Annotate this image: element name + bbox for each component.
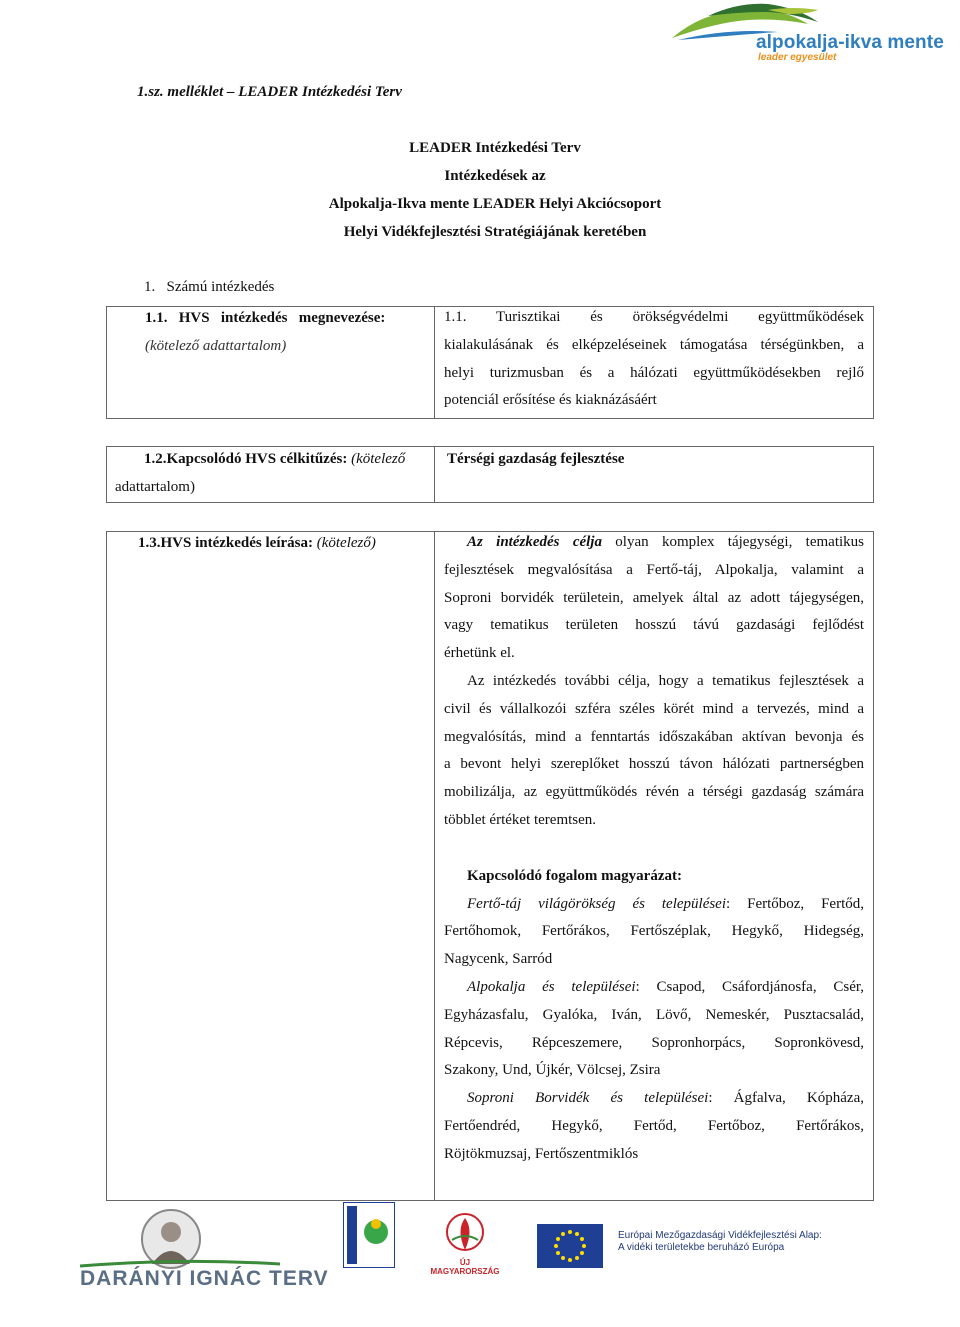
mandatory-note: (kötelező): [316, 535, 376, 551]
objective-label-cell: [107, 447, 435, 503]
further-line: Az intézkedés további célja, hogy a tematikus fejlesztések a: [467, 672, 864, 689]
daranyi-label: DARÁNYI IGNÁC TERV: [80, 1267, 329, 1290]
logo-brand-text: alpokalja-ikva mente: [756, 32, 944, 53]
footer-logos: [0, 1200, 960, 1327]
further-line: a bevont helyi szereplőket hosszú távon hálózati partnerségben: [444, 756, 864, 773]
eafrd-line: A vidéki területekbe beruházó Európa: [618, 1242, 785, 1253]
region3-label: Soproni Borvidék és települései: [467, 1090, 709, 1107]
goal-line: érhetünk el.: [444, 645, 515, 662]
description-table: [106, 531, 874, 1201]
leader-logo-icon: [343, 1202, 395, 1268]
description-label-cell: [107, 532, 435, 1201]
mandatory-note: (kötelező adattartalom): [145, 338, 287, 354]
region2-line: Répcevis, Répceszemere, Sopronhorpács, Sopronkövesd,: [444, 1034, 864, 1051]
description-label: 1.3.HVS intézkedés leírása:: [138, 535, 317, 551]
further-line: mobilizálja, az együttműködés révén a térségi gazdaság számára: [444, 784, 864, 801]
title-line: Intézkedések az: [444, 168, 546, 184]
objective-table: [106, 446, 874, 503]
region2-line: Egyházasfalu, Gyalóka, Iván, Lövő, Nemeskér, Pusztacsalád,: [444, 1006, 864, 1023]
measure-name-line: kialakulásának és elképzeléseinek támogatása térségünkben, a: [444, 336, 864, 353]
objective-label: 1.2.Kapcsolódó HVS célkitűzés:: [144, 451, 352, 467]
region1-label: Fertő-táj világörökség és települései: [467, 895, 727, 912]
region3-line: [444, 1085, 864, 1113]
region1-text: : Fertőboz, Fertőd,: [726, 895, 864, 912]
goal-line: [444, 529, 864, 557]
description-value-cell: [435, 532, 874, 1201]
eafrd-line: Európai Mezőgazdasági Vidékfejlesztési Alap:: [618, 1230, 822, 1241]
mandatory-note-cont: adattartalom): [115, 479, 195, 495]
region2-label: Alpokalja és települései: [467, 978, 636, 995]
further-line: többlet értéket teremtsen.: [444, 811, 597, 828]
goal-lead: Az intézkedés célja: [467, 534, 602, 550]
goal-line: Soproni borvidék területein, amelyek által az adott tájegységen,: [444, 589, 864, 606]
measure-name-line: helyi turizmusban és a hálózati együttműködésekben rejlő: [444, 364, 864, 381]
logo-sub-text: leader egyesület: [758, 52, 837, 63]
region2-line: Szakony, Und, Újkér, Völcsej, Zsira: [444, 1062, 661, 1079]
region2-line: [444, 974, 864, 1002]
section-heading: 1. Számú intézkedés: [144, 279, 275, 295]
goal-line: fejlesztések megvalósítása a Fertő-táj, Alpokalja, valamint a: [444, 561, 864, 578]
uj-magyarorszag-icon: [438, 1210, 492, 1258]
region3-line: Fertőendréd, Hegykő, Fertőd, Fertőboz, Fertőrákos,: [444, 1117, 864, 1134]
eu-flag-icon: [537, 1224, 603, 1268]
measure-name-label-cell: [107, 307, 435, 419]
measure-name-label: 1.1. HVS intézkedés megnevezése:: [145, 310, 386, 326]
region3-line: Röjtökmuzsaj, Fertőszentmiklós: [444, 1145, 639, 1162]
mandatory-note: (kötelező: [351, 451, 406, 467]
region3-text: : Ágfalva, Kópháza,: [708, 1090, 864, 1107]
annex-title: 1.sz. melléklet – LEADER Intézkedési Terv: [137, 84, 402, 100]
goal-text: olyan komplex tájegységi, tematikus: [601, 534, 864, 550]
measure-name-value-cell: [435, 307, 874, 419]
eafrd-text: [618, 1230, 822, 1254]
further-line: civil és vállalkozói szféra széles körét mind a tervezés, mind a: [444, 700, 864, 717]
title-line: Alpokalja-Ikva mente LEADER Helyi Akciócsoport: [328, 196, 662, 212]
alpokalja-ikva-logo: [668, 2, 944, 64]
further-line: megvalósítás, mind a fenntartás időszakában aktívan bevonja és: [444, 728, 864, 745]
measure-name-table: [106, 306, 874, 419]
region2-text: : Csapod, Csáfordjánosfa, Csér,: [635, 978, 864, 995]
measure-name-line: 1.1. Turisztikai és örökségvédelmi együttműködések: [444, 309, 864, 325]
concept-heading: Kapcsolódó fogalom magyarázat:: [467, 867, 682, 884]
measure-name-line: potenciál erősítése és kiaknázásáért: [444, 392, 657, 409]
region1-line: Fertőhomok, Fertőrákos, Fertőszéplak, Hegykő, Hidegség,: [444, 923, 864, 940]
objective-value-cell: [435, 447, 874, 503]
goal-line: vagy tematikus területen hosszú távú gazdasági fejlődést: [444, 617, 864, 634]
region1-line: Nagycenk, Sarród: [444, 951, 553, 968]
title-line: LEADER Intézkedési Terv: [409, 140, 581, 156]
region1-line: [444, 891, 864, 919]
objective-value: Térségi gazdaság fejlesztése: [447, 451, 625, 467]
title-line: Helyi Vidékfejlesztési Stratégiájának keretében: [343, 224, 647, 240]
document-title: [0, 134, 960, 246]
uj-magyarorszag-label: ÚJ MAGYARORSZÁG: [430, 1258, 500, 1276]
